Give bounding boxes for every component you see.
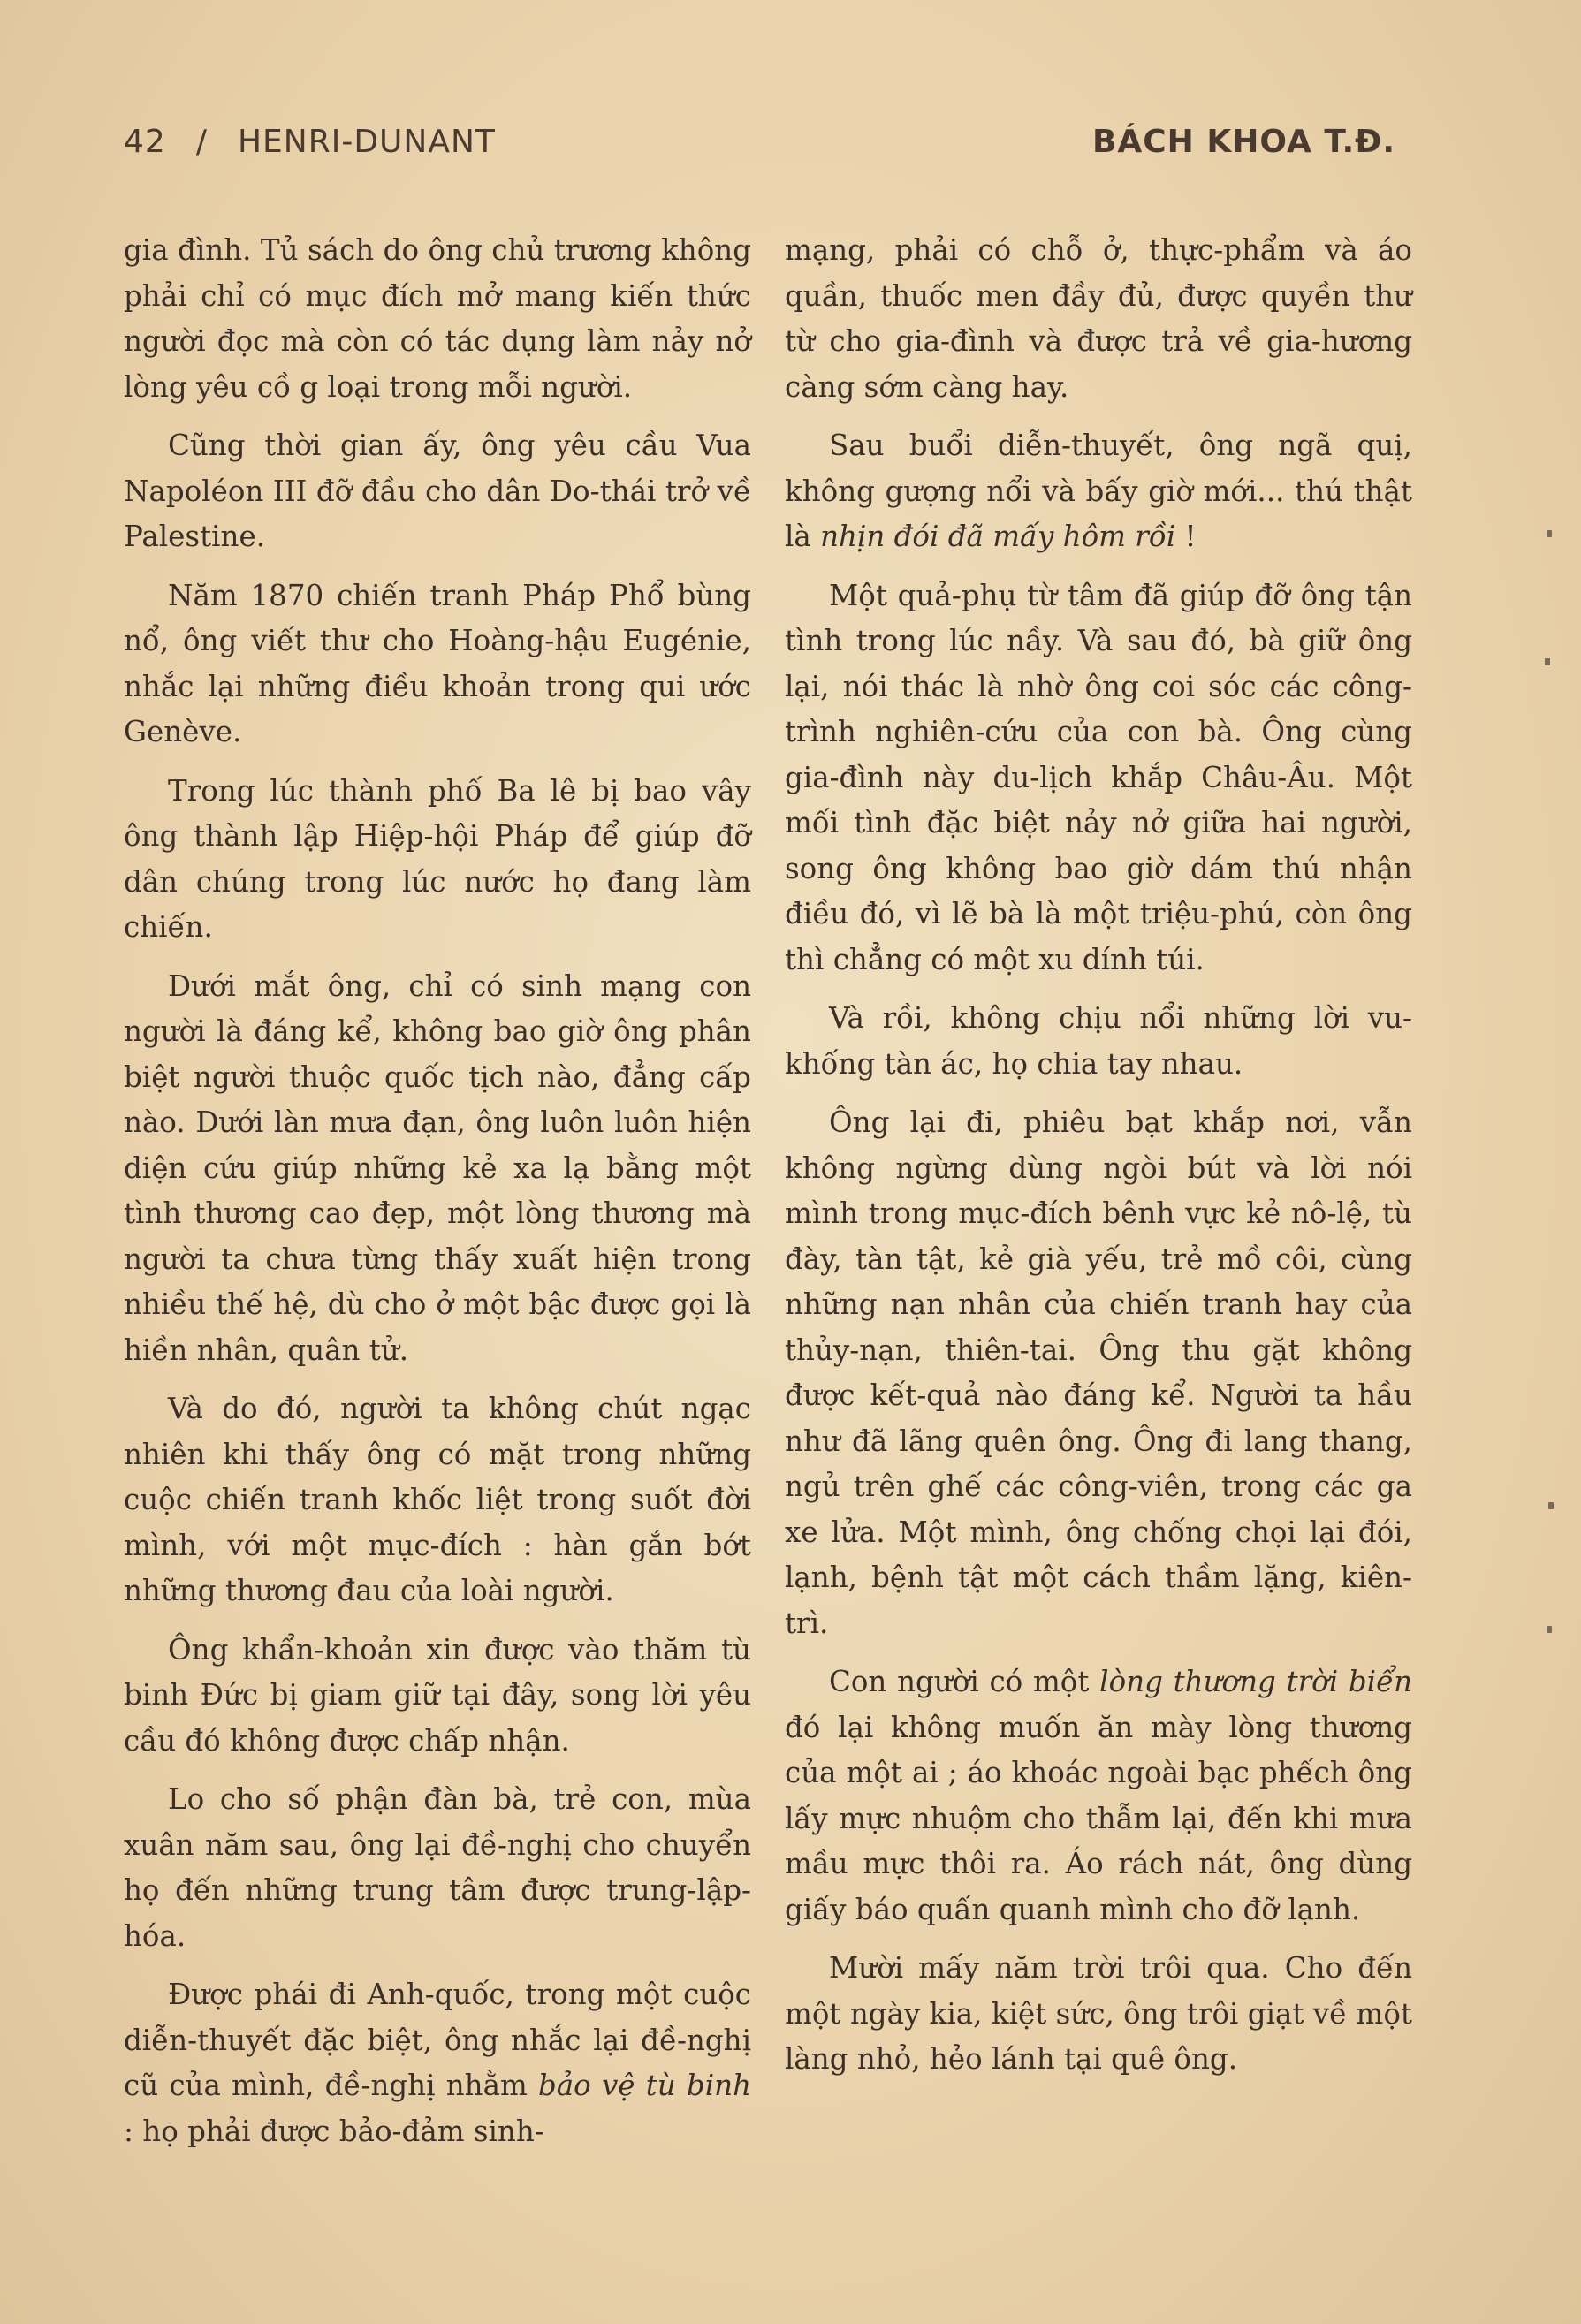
paragraph <box>785 423 1412 560</box>
paragraph: Ông lại đi, phiêu bạt khắp nơi, vẫn không ngừng dùng ngòi bút và lời nói mình trong mục-đích bênh vực kẻ nô-lệ, tù đày, tàn tật, kẻ già yếu, trẻ mồ côi, cùng những nạn nhân của chiến tranh hay của thủy-nạn, thiên-tai. Ông thu gặt không được kết-quả nào đáng kể. Người ta hầu như đã lãng quên ông. Ông đi lang thang, ngủ trên ghế các công-viên, trong các ga xe lửa. Một mình, ông chống chọi lại đói, lạnh, bệnh tật một cách thầm lặng, kiên-trì. <box>785 1105 1412 1640</box>
paragraph: gia đình. Tủ sách do ông chủ trương không phải chỉ có mục đích mở mang kiến thức người đọc mà còn có tác dụng làm nảy nở lòng yêu cồ g loại trong mỗi người. <box>124 233 751 404</box>
header-left <box>124 124 496 160</box>
paragraph-text: : họ phải được bảo-đảm sinh- <box>124 2114 544 2148</box>
paragraph: Lo cho số phận đàn bà, trẻ con, mùa xuân năm sau, ông lại đề-nghị cho chuyển họ đến những trung tâm được trung-lập-hóa. <box>124 1782 751 1953</box>
paragraph: mạng, phải có chỗ ở, thực-phẩm và áo quần, thuốc men đầy đủ, được quyền thư từ cho gia-đình và được trả về gia-hương càng sớm càng hay. <box>785 233 1412 404</box>
paragraph-text: Sau buổi diễn-thuyết, ông ngã quị, không gượng nổi và bấy giờ mới... thú thật là <box>785 429 1412 553</box>
paragraph-text: ! <box>1175 520 1197 553</box>
left-column <box>124 228 751 2154</box>
italic-phrase: lòng thương trời biển <box>1099 1665 1412 1698</box>
margin-speck <box>1548 1502 1554 1509</box>
paragraph-text: đó lại không muốn ăn mày lòng thương của một ai ; áo khoác ngoài bạc phếch ông lấy mực nhuộm cho thẫm lại, đến khi mưa mầu mực thôi ra. Áo rách nát, ông dùng giấy báo quấn quanh mình cho đỡ lạnh. <box>785 1710 1412 1926</box>
italic-phrase: bảo vệ tù binh <box>537 2069 751 2102</box>
running-header <box>124 124 1395 177</box>
paragraph: Năm 1870 chiến tranh Pháp Phổ bùng nổ, ông viết thư cho Hoàng-hậu Eugénie, nhắc lại những điều khoản trong qui ước Genève. <box>124 578 751 748</box>
paragraph: Cũng thời gian ấy, ông yêu cầu Vua Napoléon III đỡ đầu cho dân Do-thái trở về Palestine. <box>124 429 751 553</box>
margin-speck <box>1547 530 1552 537</box>
paragraph: Mười mấy năm trời trôi qua. Cho đến một ngày kia, kiệt sức, ông trôi giạt về một làng nhỏ, hẻo lánh tại quê ông. <box>785 1951 1412 2076</box>
paragraph-text: Được phái đi Anh-quốc, trong một cuộc diễn-thuyết đặc biệt, ông nhắc lại đề-nghị cũ của mình, đề-nghị nhằm <box>124 1978 751 2102</box>
paragraph: Và rồi, không chịu nổi những lời vu-khống tàn ác, họ chia tay nhau. <box>785 1001 1412 1081</box>
paragraph: Ông khẩn-khoản xin được vào thăm tù binh Đức bị giam giữ tại đây, song lời yêu cầu đó không được chấp nhận. <box>124 1632 751 1758</box>
margin-speck <box>1547 1626 1552 1633</box>
paragraph <box>124 1972 751 2154</box>
paragraph: Một quả-phụ từ tâm đã giúp đỡ ông tận tình trong lúc nầy. Và sau đó, bà giữ ông lại, nói thác là nhờ ông coi sóc các công-trình nghiên-cứu của con bà. Ông cùng gia-đình này du-lịch khắp Châu-Âu. Một mối tình đặc biệt nảy nở giữa hai người, song ông không bao giờ dám thú nhận điều đó, vì lẽ bà là một triệu-phú, còn ông thì chẳng có một xu dính túi. <box>785 578 1412 976</box>
paragraph: Dưới mắt ông, chỉ có sinh mạng con người là đáng kể, không bao giờ ông phân biệt người thuộc quốc tịch nào, đẳng cấp nào. Dưới làn mưa đạn, ông luôn luôn hiện diện cứu giúp những kẻ xa lạ bằng một tình thương cao đẹp, một lòng thương mà người ta chưa từng thấy xuất hiện trong nhiều thế hệ, dù cho ở một bậc được gọi là hiền nhân, quân tử. <box>124 968 751 1367</box>
paragraph-text: Con người có một <box>829 1665 1100 1698</box>
page-number: 42 <box>124 124 166 160</box>
margin-speck <box>1545 658 1550 665</box>
header-separator: / <box>195 124 208 160</box>
publication-title: BÁCH KHOA T.Đ. <box>1091 124 1395 160</box>
paragraph: Và do đó, người ta không chút ngạc nhiên khi thấy ông có mặt trong những cuộc chiến tranh khốc liệt trong suốt đời mình, với một mục-đích : hàn gắn bớt những thương đau của loài người. <box>124 1392 751 1607</box>
italic-phrase: nhịn đói đã mấy hôm rồi <box>820 520 1176 553</box>
paragraph: Trong lúc thành phố Ba lê bị bao vây ông thành lập Hiệp-hội Pháp để giúp đỡ dân chúng trong lúc nước họ đang làm chiến. <box>124 773 751 944</box>
paragraph <box>785 1659 1412 1933</box>
section-title: HENRI-DUNANT <box>237 124 496 160</box>
right-column <box>785 228 1412 2083</box>
